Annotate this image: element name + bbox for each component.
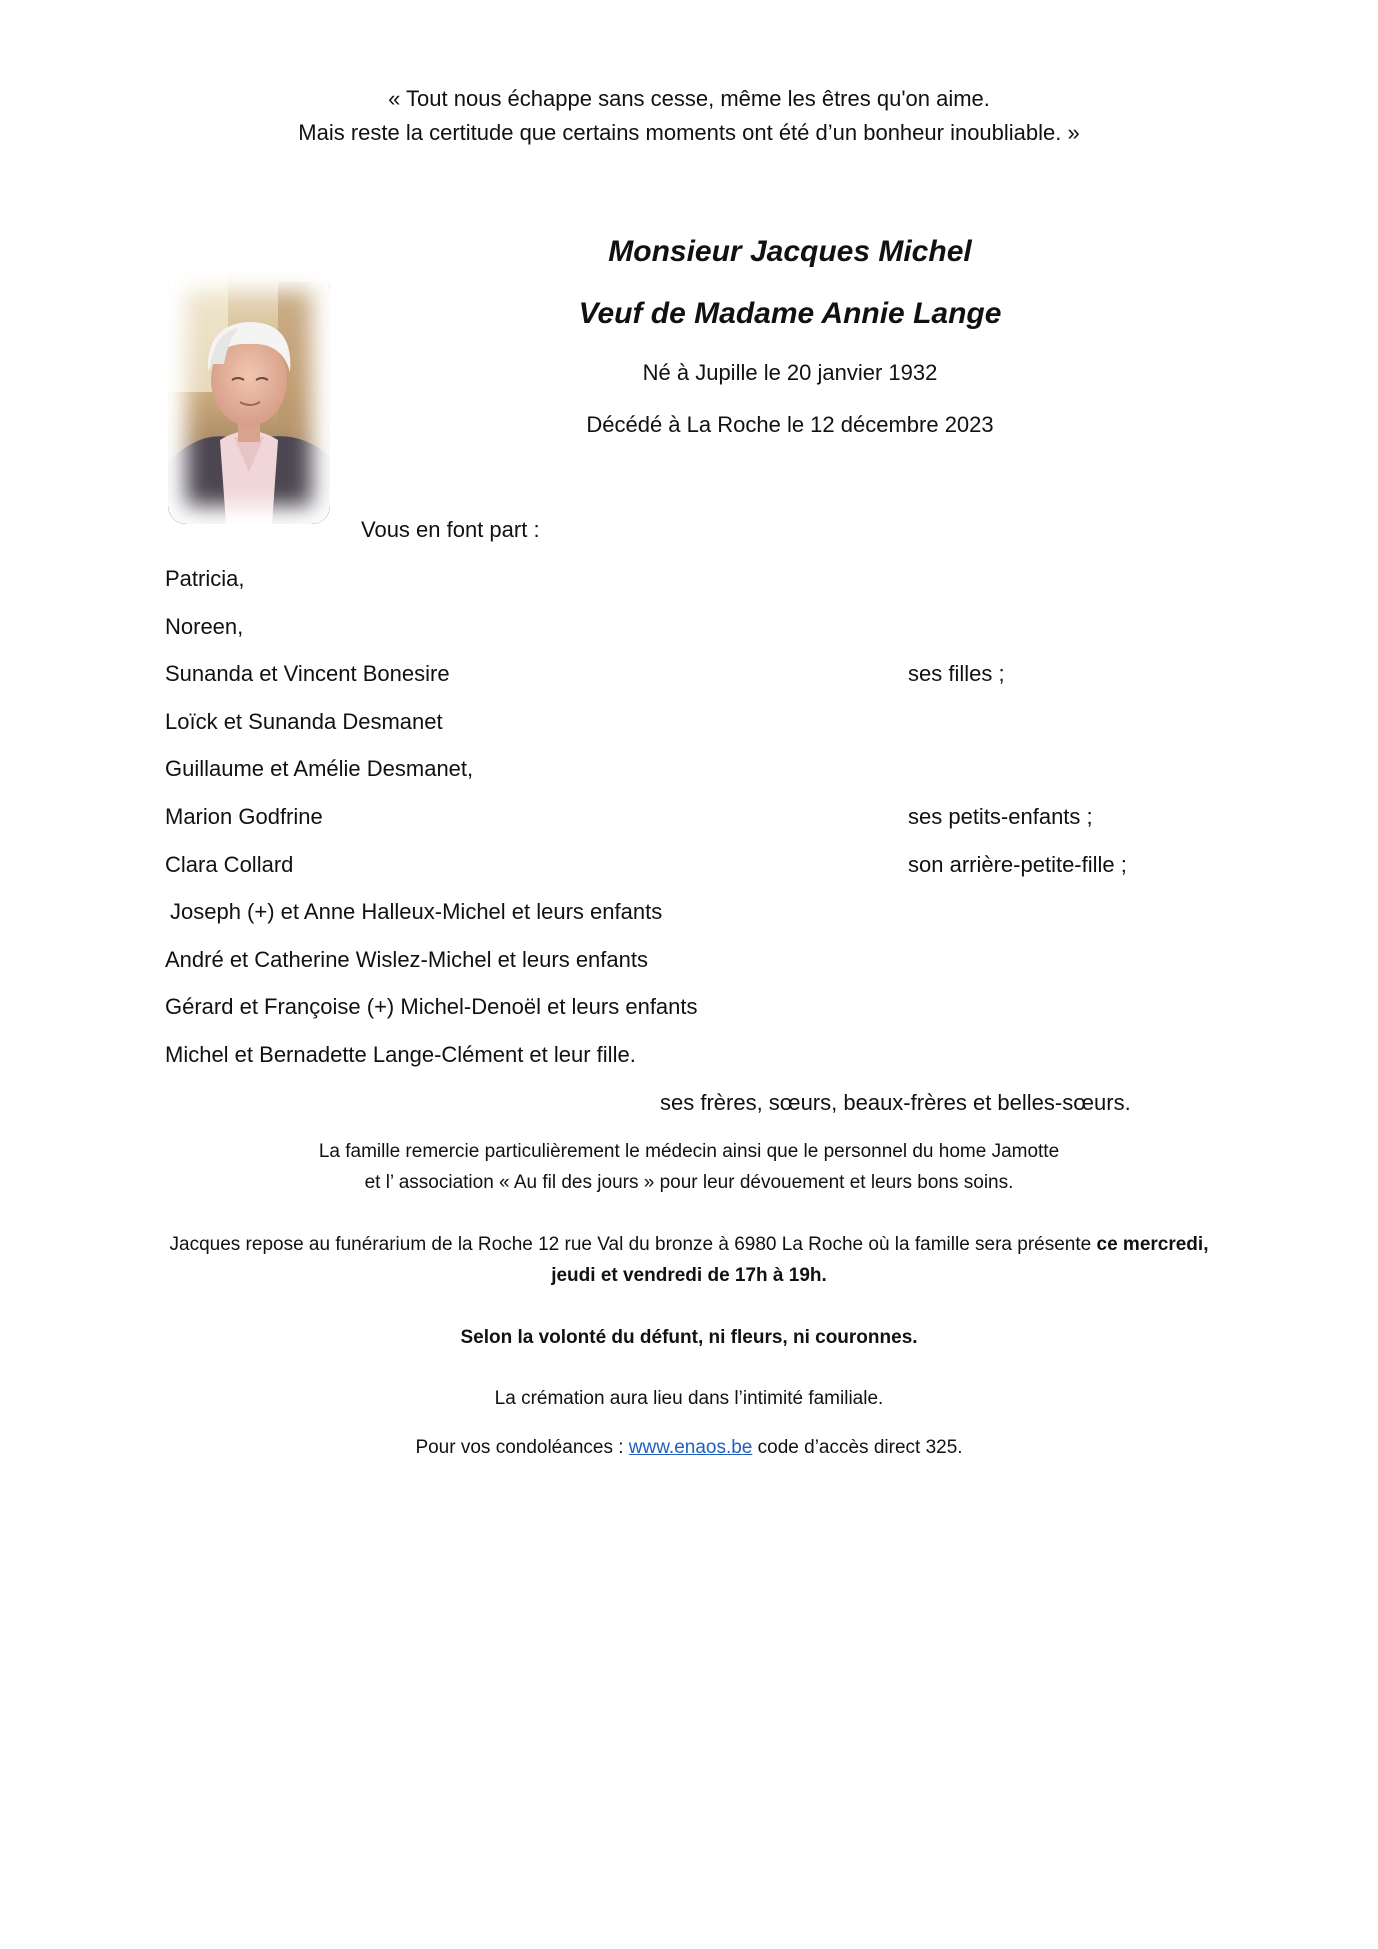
family-row [165,610,1265,658]
family-member: Gérard et Françoise (+) Michel-Denoël et leurs enfants [165,994,698,1020]
family-row [165,562,1265,610]
family-relation: ses filles ; [908,661,1005,687]
family-row [165,1086,1265,1134]
repose-text: Jacques repose au funérarium de la Roche 12 rue Val du bronze à 6980 La Roche où la famille sera présente [169,1234,1097,1255]
family-relation: ses petits-enfants ; [908,803,1093,829]
repose-hours: ce mercredi, jeudi et vendredi de 17h à 19h. [551,1234,1209,1286]
siblings-relation: ses frères, sœurs, beaux-frères et belles-sœurs. [660,1089,1131,1115]
family-member: Patricia, [165,566,245,591]
family-row [165,895,1265,943]
family-row [165,705,1265,753]
family-row [165,657,1265,705]
family-member: Guillaume et Amélie Desmanet, [165,756,474,782]
family-member: André et Catherine Wislez-Michel et leurs enfants [165,946,648,972]
family-list [165,562,1265,1133]
deceased-name: Monsieur Jacques Michel [608,235,972,268]
photo-vignette [168,272,330,524]
condolences-link[interactable]: www.enaos.be [628,1437,753,1458]
quote-line-2: Mais reste la certitude que certains moments ont été d’un bonheur inoubliable. » [298,120,1080,145]
family-member: Loïck et Sunanda Desmanet [165,708,443,734]
epigraph-quote [0,82,1378,150]
thanks-line-1: La famille remercie particulièrement le médecin ainsi que le personnel du home Jamotte [318,1141,1060,1162]
family-row [165,800,1265,848]
condolences-prefix: Pour vos condoléances : [415,1437,629,1458]
family-member: Clara Collard [165,851,294,877]
condolences-suffix: code d’accès direct 325. [752,1437,963,1458]
family-member: Marion Godfrine [165,803,323,829]
family-member: Michel et Bernadette Lange-Clément et leur fille. [165,1041,636,1067]
family-member: Joseph (+) et Anne Halleux-Michel et leurs enfants [170,899,663,925]
birth-info: Né à Jupille le 20 janvier 1932 [642,360,938,385]
family-row [165,848,1265,896]
thanks-line-2: et l’ association « Au fil des jours » pour leur dévouement et leurs bons soins. [364,1172,1014,1193]
thanks-paragraph [0,1136,1378,1198]
death-info: Décédé à La Roche le 12 décembre 2023 [586,412,994,437]
family-relation: son arrière-petite-fille ; [908,851,1127,877]
family-member: Sunanda et Vincent Bonesire [165,661,450,687]
family-row [165,1038,1265,1086]
condolences-line [0,1432,1378,1463]
family-member: Noreen, [165,613,244,639]
quote-line-1: « Tout nous échappe sans cesse, même les êtres qu'on aime. [388,86,990,111]
family-row [165,943,1265,991]
widow-of: Veuf de Madame Annie Lange [578,297,1002,330]
repose-paragraph [165,1229,1213,1291]
announce-label: Vous en font part : [361,517,540,542]
cremation-notice: La crémation aura lieu dans l’intimité familiale. [494,1388,884,1409]
family-row [165,752,1265,800]
no-flowers-notice: Selon la volonté du défunt, ni fleurs, ni couronnes. [460,1327,918,1348]
portrait-photo [168,272,330,524]
family-row [165,990,1265,1038]
